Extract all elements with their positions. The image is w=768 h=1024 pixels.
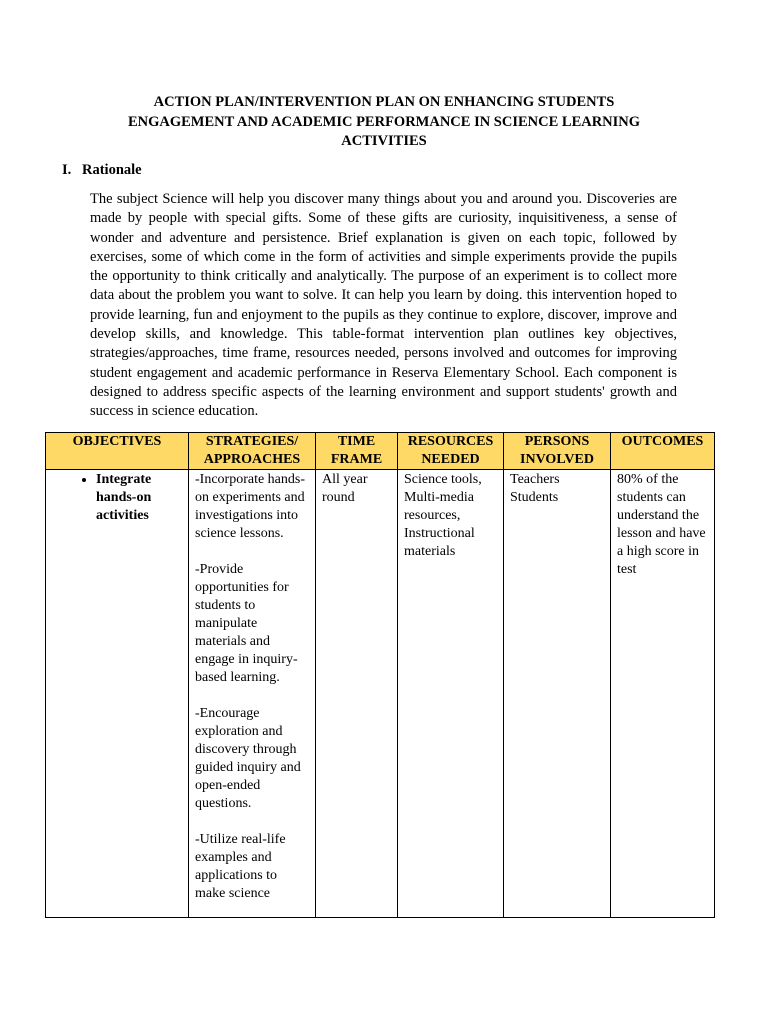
header-resources: RESOURCES NEEDED [398,433,504,470]
objective-list [52,471,182,525]
strategy-item: -Utilize real-life examples and applications to make science [195,832,286,901]
cell-outcomes: 80% of the students can understand the lesson and have a high score in test [611,470,715,918]
action-plan-table [45,432,715,918]
rationale-paragraph: The subject Science will help you discover many things about you and around you. Discoveries are made by people with special gifts. Some of these gifts are curiosity, inquisitiveness, a sense of wonder and adventure and persistence. Brief explanation is given on each topic, followed by exercises, some of which come in the form of activities and simple experiments provide the pupils the opportunity to think critically and analytically. The purpose of an experiment is to collect more data about the problem you want to solve. It can help you learn by doing. this intervention hoped to provide learning, fun and enjoyment to the pupils as they continue to explore, discover, improve and develop skills, and knowledge. This table-format intervention plan outlines key objectives, strategies/approaches, time frame, resources needed, persons involved and outcomes for improving student engagement and academic performance in Reserva Elementary School. Each component is designed to address specific aspects of the learning environment and support students' growth and success in science education. [90,191,677,420]
strategy-item: -Incorporate hands-on experiments and investigations into science lessons. [195,472,306,541]
header-strategies: STRATEGIES/ APPROACHES [189,433,316,470]
cell-objective [46,470,189,918]
table-row [46,470,715,918]
header-persons: PERSONS INVOLVED [504,433,611,470]
header-objectives: OBJECTIVES [46,433,189,470]
section-number: I. [62,162,72,178]
cell-time-frame: All year round [316,470,398,918]
cell-resources: Science tools, Multi-media resources, Instructional materials [398,470,504,918]
cell-strategies [189,470,316,918]
header-time-frame: TIME FRAME [316,433,398,470]
cell-persons: Teachers Students [504,470,611,918]
strategy-item: -Encourage exploration and discovery through guided inquiry and open-ended questions. [195,706,301,811]
document-title: ACTION PLAN/INTERVENTION PLAN ON ENHANCING STUDENTS ENGAGEMENT AND ACADEMIC PERFORMANCE IN SCIENCE LEARNING ACTIVITIES [127,94,641,149]
strategy-item: -Provide opportunities for students to manipulate materials and engage in inquiry-based learning. [195,562,298,685]
table-header-row [46,433,715,470]
objective-item: • Integrate hands-on activities [96,471,182,525]
section-title: Rationale [82,162,142,178]
section-heading [62,161,142,180]
header-outcomes: OUTCOMES [611,433,715,470]
